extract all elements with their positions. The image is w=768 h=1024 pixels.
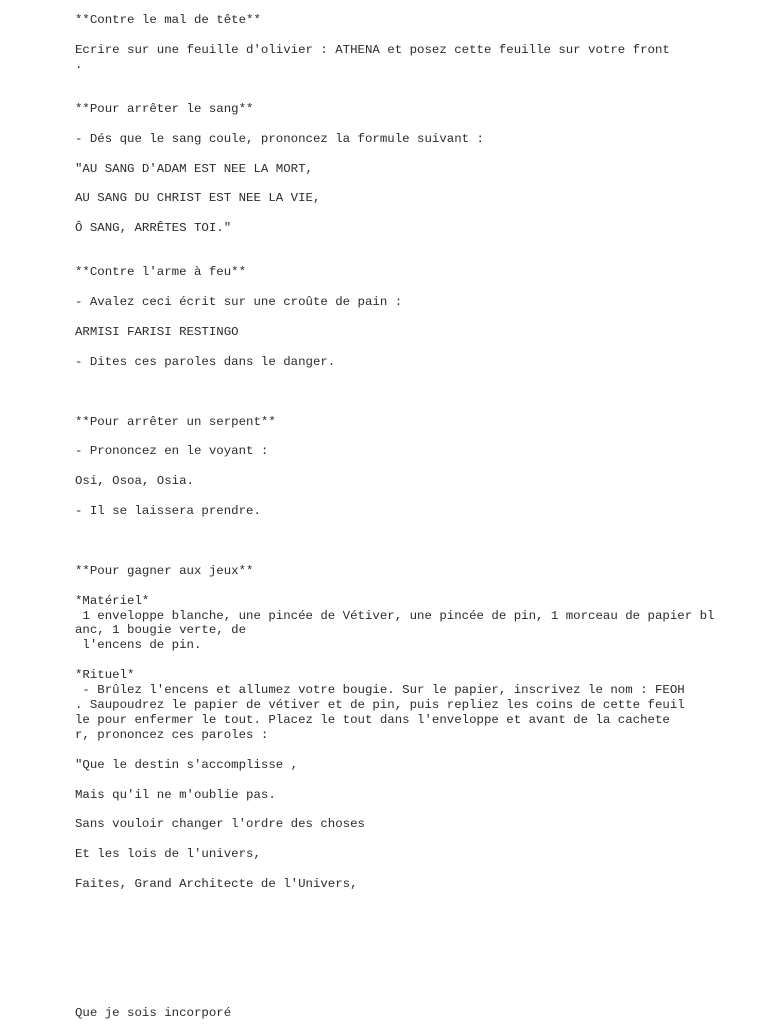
text-line: - Dés que le sang coule, prononcez la formule suivant : [75, 132, 484, 146]
heading-gambling: **Pour gagner aux jeux** [75, 564, 254, 578]
heading-stop-blood: **Pour arrêter le sang** [75, 102, 254, 116]
text-line: Et les lois de l'univers, [75, 847, 261, 861]
text-line: "Que le destin s'accomplisse , [75, 758, 299, 772]
text-line: . Saupoudrez le papier de vétiver et de pin, puis repliez les coins de cette feuil [75, 698, 685, 712]
text-line: Ecrire sur une feuille d'olivier : ATHENA et posez cette feuille sur votre front [75, 43, 670, 57]
text-line: - Prononcez en le voyant : [75, 444, 269, 458]
text-line: ARMISI FARISI RESTINGO [75, 325, 239, 339]
text-line: Sans vouloir changer l'ordre des choses [75, 817, 365, 831]
text-line: - Dites ces paroles dans le danger. [75, 355, 336, 369]
text-line: Faites, Grand Architecte de l'Univers, [75, 877, 358, 891]
text-line: Osi, Osoa, Osia. [75, 474, 194, 488]
text-line: AU SANG DU CHRIST EST NEE LA VIE, [75, 191, 321, 205]
text-line: - Brûlez l'encens et allumez votre bougie. Sur le papier, inscrivez le nom : FEOH [75, 683, 685, 697]
text-line: Ô SANG, ARRÊTES TOI." [75, 221, 232, 235]
heading-headache: **Contre le mal de tête** [75, 13, 261, 27]
subheading-materials: *Matériel* [75, 594, 150, 608]
text-line: . [75, 58, 83, 72]
text-line: Que je sois incorporé [75, 1006, 232, 1020]
text-line: Mais qu'il ne m'oublie pas. [75, 788, 276, 802]
subheading-ritual: *Rituel* [75, 668, 135, 682]
text-line: - Avalez ceci écrit sur une croûte de pain : [75, 295, 403, 309]
text-line: l'encens de pin. [75, 638, 202, 652]
text-line: - Il se laissera prendre. [75, 504, 261, 518]
text-line: le pour enfermer le tout. Placez le tout dans l'enveloppe et avant de la cachete [75, 713, 670, 727]
heading-snake: **Pour arrêter un serpent** [75, 415, 276, 429]
heading-firearm: **Contre l'arme à feu** [75, 265, 247, 279]
text-line: 1 enveloppe blanche, une pincée de Vétiver, une pincée de pin, 1 morceau de papier bl [75, 609, 715, 623]
text-line: r, prononcez ces paroles : [75, 728, 269, 742]
text-line: "AU SANG D'ADAM EST NEE LA MORT, [75, 162, 313, 176]
text-line: anc, 1 bougie verte, de [75, 623, 247, 637]
